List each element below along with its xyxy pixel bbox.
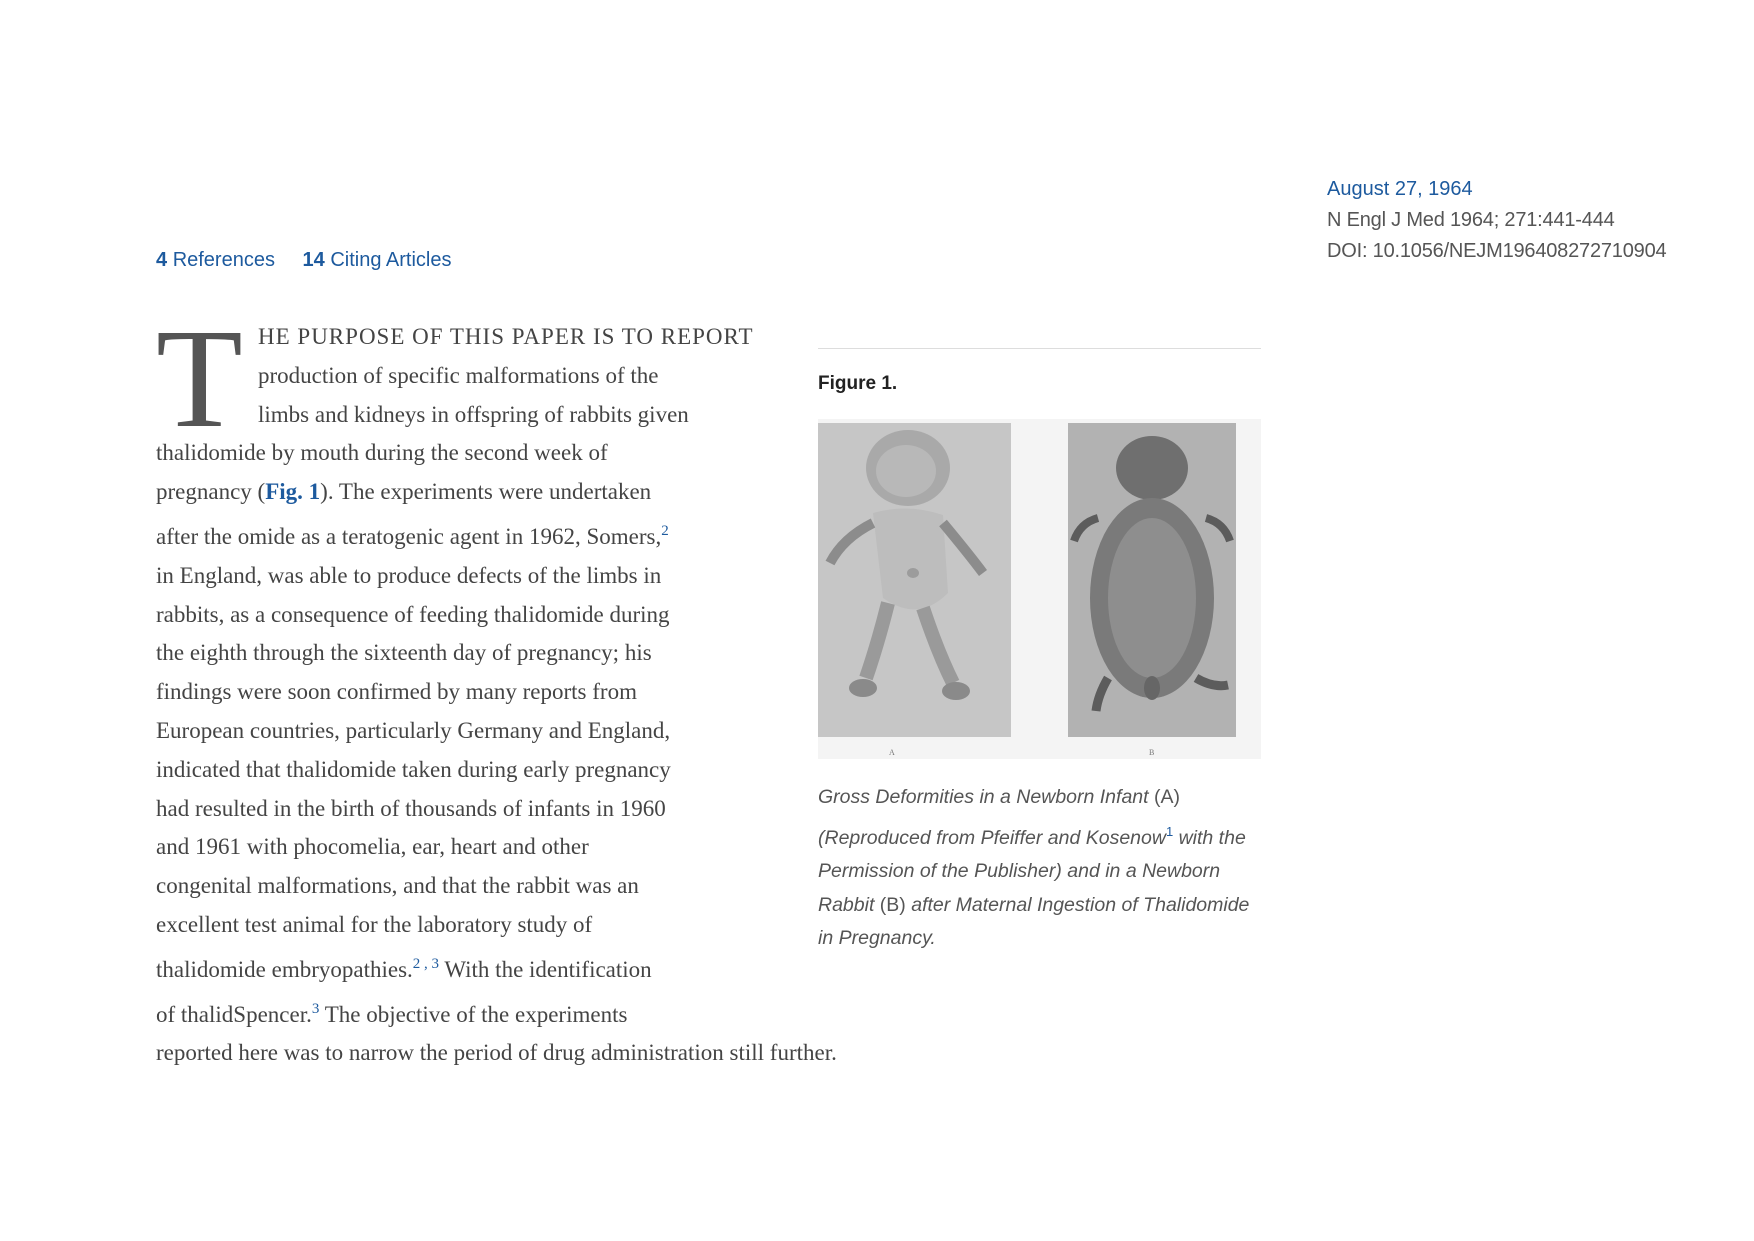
citation: N Engl J Med 1964; 271:441-444 [1327, 209, 1615, 231]
text-line: excellent test animal for the laboratory study of [156, 911, 593, 937]
figure-1-link[interactable]: Fig. 1 [265, 479, 321, 505]
text-fragment: The objective of the experiments [319, 1001, 628, 1027]
figure-title: Figure 1. [818, 373, 898, 394]
citing-count: 14 [302, 249, 325, 271]
references-label: References [172, 249, 275, 271]
reference-separator: , [420, 955, 432, 972]
text-line: European countries, particularly Germany and England, [156, 717, 671, 743]
lead-smallcaps: HE PURPOSE OF THIS PAPER IS TO REPORT [258, 324, 754, 349]
text-line: indicated that thalidomide taken during early pregnancy [156, 756, 671, 782]
panel-label-b: B [1149, 748, 1155, 757]
citing-label: Citing Articles [330, 249, 452, 271]
figure-1 [818, 348, 1261, 956]
text-line: congenital malformations, and that the rabbit was an [156, 873, 639, 899]
text-line: and 1961 with phocomelia, ear, heart and other [156, 834, 589, 860]
figure-panel-b-photo [1068, 423, 1236, 737]
reference-2-link[interactable]: 2 [661, 522, 669, 539]
references-link[interactable] [156, 249, 275, 271]
panel-label-a: A [889, 748, 895, 757]
text-fragment: after the omide as a teratogenic agent in 1962, Somers, [156, 523, 662, 549]
text-line: rabbits, as a consequence of feeding thalidomide during [156, 601, 670, 627]
text-line: reported here was to narrow the period of drug administration still further. [156, 1040, 837, 1066]
caption-text: after Maternal Ingestion of Thalidomide in Pregnancy. [818, 893, 1250, 949]
citing-articles-link[interactable] [303, 249, 452, 271]
text-fragment: of thalidSpencer. [156, 1001, 312, 1027]
text-fragment: thalidomide embryopathies. [156, 956, 413, 982]
caption-text: (B) [874, 893, 912, 916]
text-line: limbs and kidneys in offspring of rabbits given [258, 401, 689, 427]
text-fragment: ). The experiments were undertaken [320, 479, 652, 505]
text-line: thalidomide by mouth during the second week of [156, 440, 608, 466]
doi: DOI: 10.1056/NEJM196408272710904 [1327, 240, 1667, 262]
text-line: the eighth through the sixteenth day of pregnancy; his [156, 640, 652, 666]
figure-panel-a-photo [818, 423, 1011, 737]
article-meta [1327, 178, 1666, 271]
reference-1-link[interactable]: 1 [1165, 823, 1174, 839]
issue-date-link[interactable]: August 27, 1964 [1327, 178, 1473, 200]
rabbit-photo [1068, 423, 1236, 737]
text-line: production of specific malformations of the [258, 362, 659, 388]
caption-text: (A) [1148, 786, 1180, 808]
caption-text: (Reproduced from Pfeiffer and Kosenow [818, 826, 1166, 849]
drop-cap: T [156, 299, 243, 457]
figure-caption [818, 781, 1261, 956]
references-count: 4 [156, 249, 168, 271]
reference-3-link[interactable]: 3 [311, 1000, 320, 1017]
reference-2-link[interactable]: 2 [412, 955, 421, 972]
reference-3-link[interactable]: 3 [431, 955, 440, 972]
text-fragment: pregnancy ( [156, 479, 266, 505]
caption-text: Gross Deformities in a Newborn Infant [818, 786, 1149, 808]
text-fragment: With the identification [439, 956, 652, 982]
caption-text: with the Permission of the Publisher) and in a Newborn Rabbit [818, 826, 1246, 916]
text-line: findings were soon confirmed by many reports from [156, 679, 637, 705]
figure-image[interactable] [818, 419, 1261, 759]
infant-photo [818, 423, 1011, 737]
text-line [156, 990, 956, 1035]
figure-divider [818, 348, 1261, 349]
text-line: had resulted in the birth of thousands of infants in 1960 [156, 795, 666, 821]
reference-links [156, 249, 474, 272]
text-line: in England, was able to produce defects of the limbs in [156, 562, 662, 588]
